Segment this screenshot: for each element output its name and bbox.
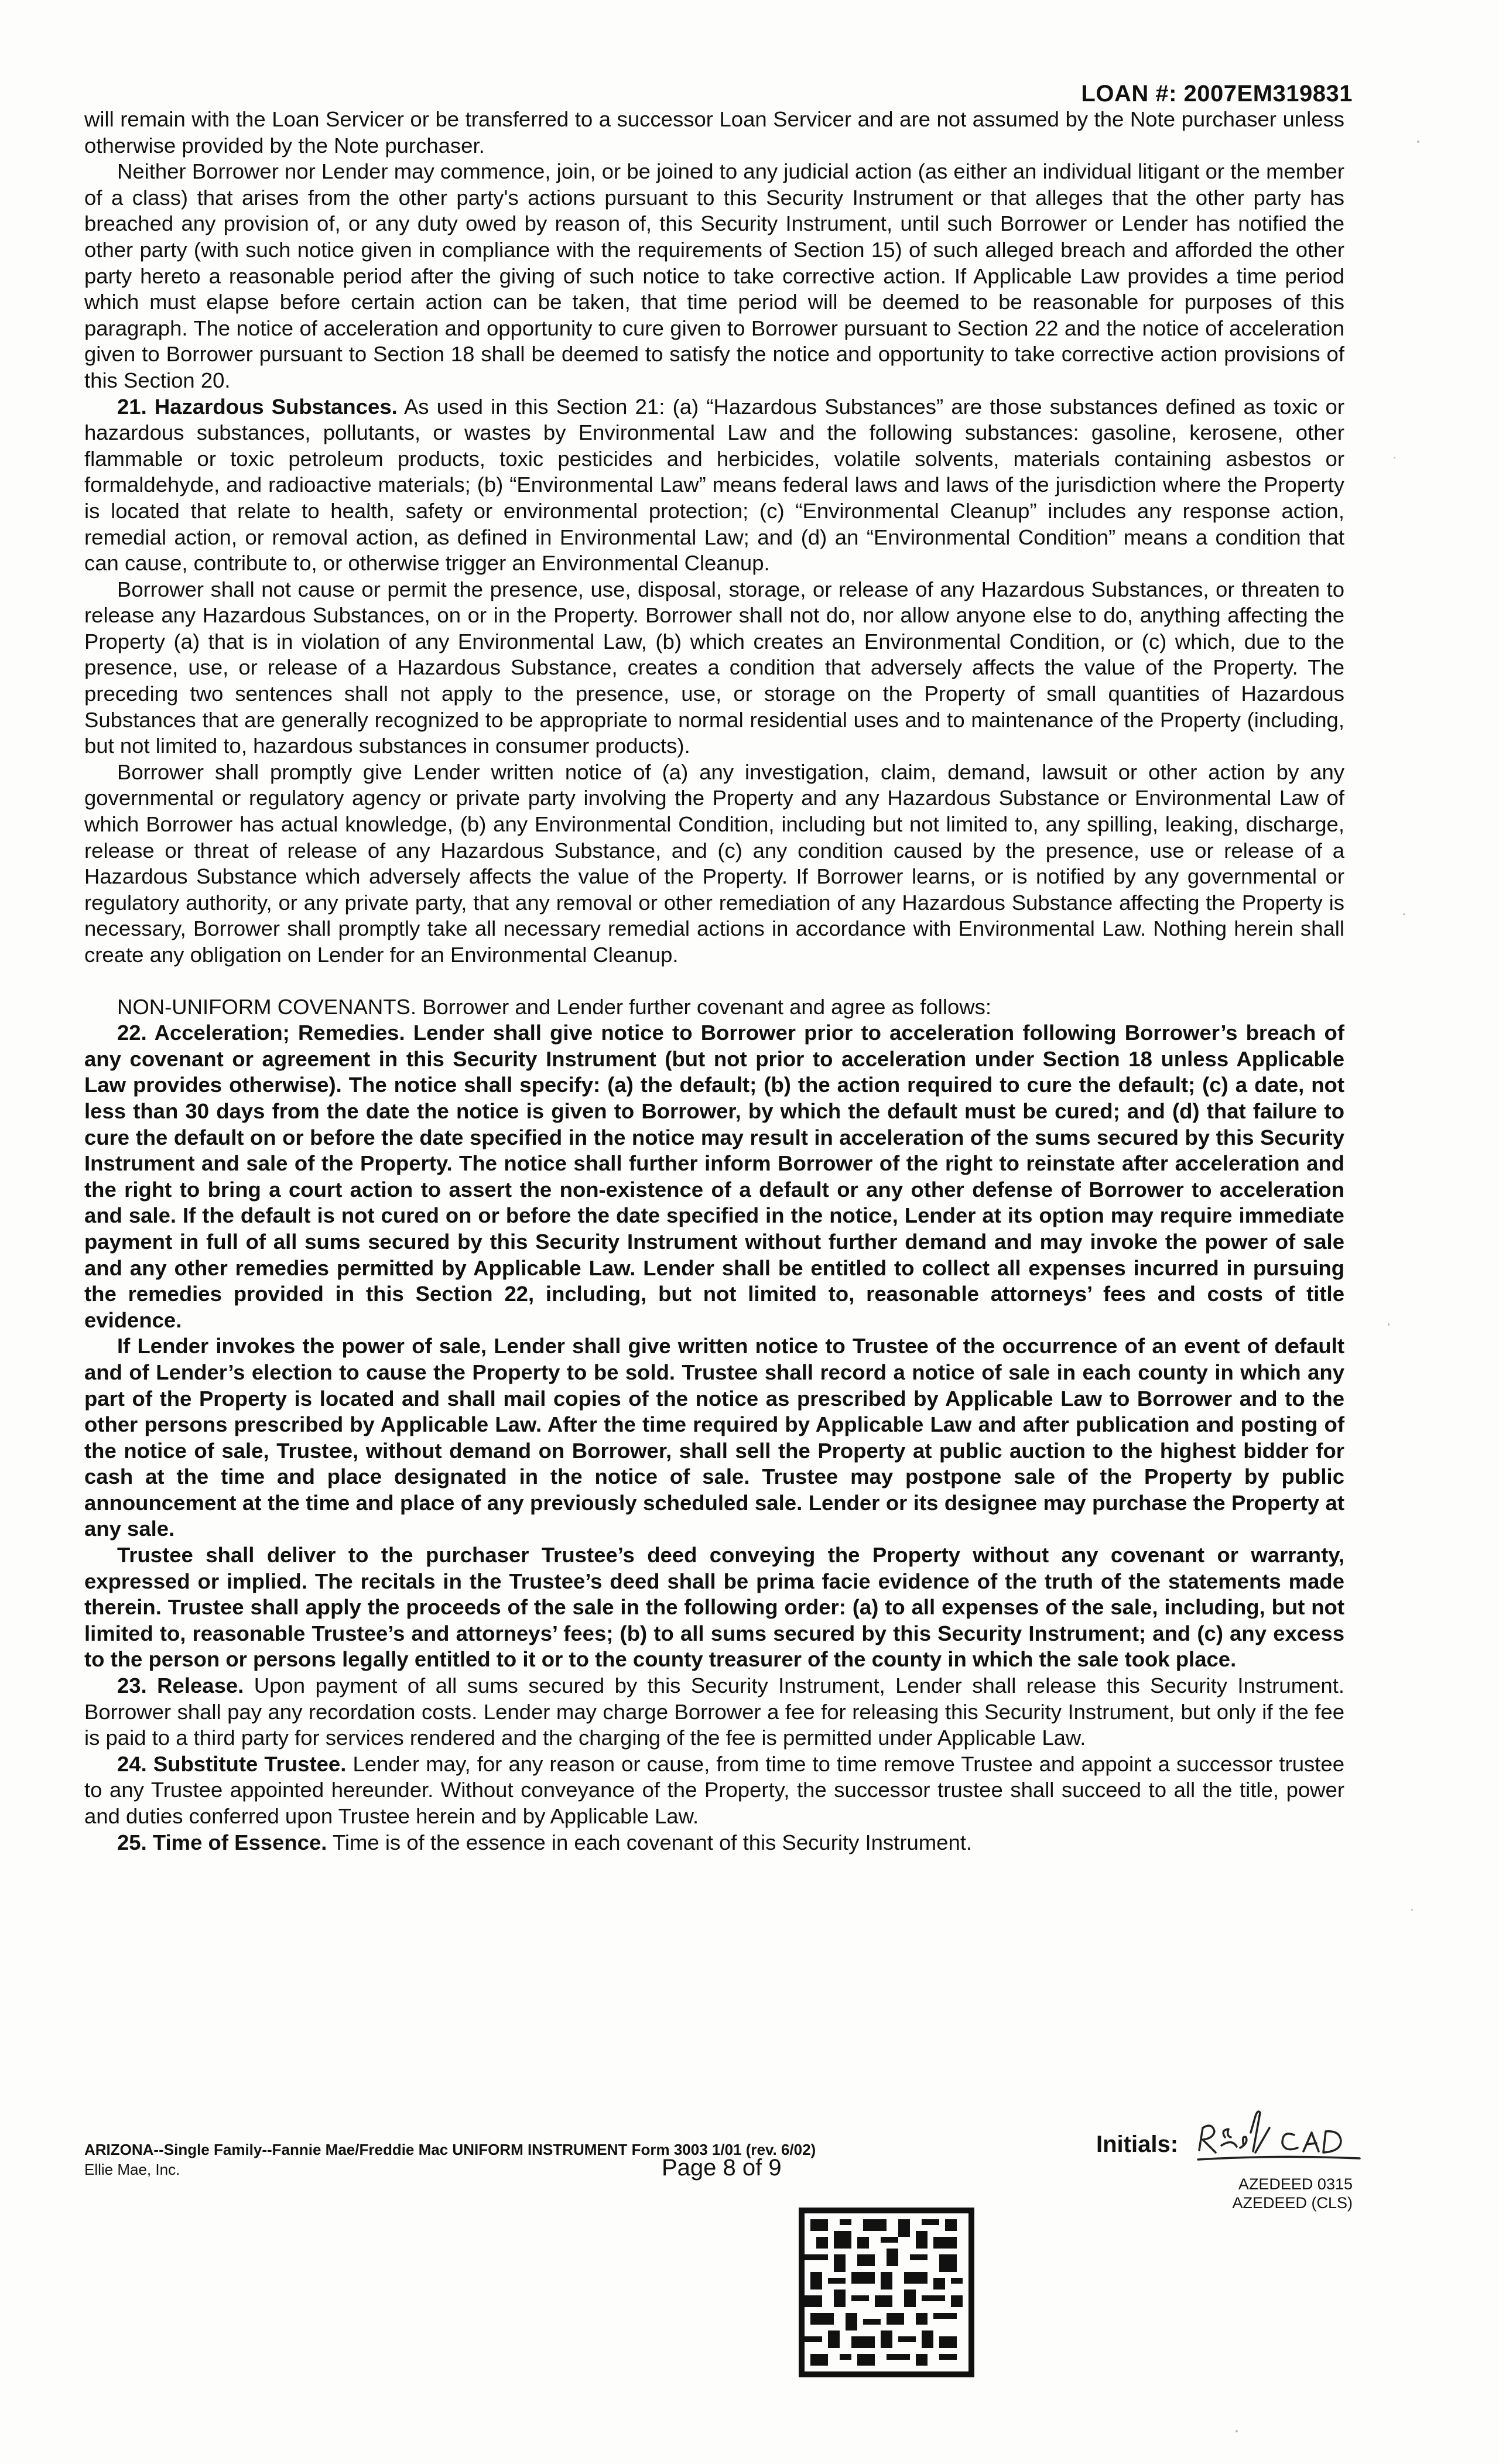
section-23-heading: 23. Release.: [117, 1674, 244, 1698]
initials-label: Initials:: [1096, 2131, 1179, 2157]
section-21-heading: 21. Hazardous Substances.: [117, 394, 398, 419]
form-code-line-1: AZEDEED 0315: [1238, 2175, 1353, 2193]
scan-speck: [1388, 1323, 1390, 1326]
loan-number: LOAN #: 2007EM319831: [1081, 81, 1353, 107]
section-23-text: Upon payment of all sums secured by this Security Instrument, Lender shall release this Security Instrument. Borrower shall pay any recordation costs. Lender may charge Borrower a fee for releasing this Security Instrument, but only if the fee is paid to a third party for services rendered and the charging of the fee is permitted under Applicable Law.: [84, 1674, 1344, 1750]
scan-speck: [1403, 913, 1405, 915]
section-24-heading: 24. Substitute Trustee.: [117, 1751, 347, 1776]
paragraph-power-of-sale: If Lender invokes the power of sale, Lender shall give written notice to Trustee of the occurrence of an event of default and of Lender’s election to cause the Property to be sold. Trustee shall record a notice of sale in each county in which any part of the Property is located and shall mail copies of the notice as prescribed by Applicable Law to Borrower and to the other persons prescribed by Applicable Law. After the time required by Applicable Law and after publication and posting of the notice of sale, Trustee, without demand on Borrower, shall sell the Property at public auction to the highest bidder for cash at the time and place designated in the notice of sale. Trustee may postpone sale of the Property by public announcement at the time and place of any previously scheduled sale. Lender or its designee may purchase the Property at any sale.: [84, 1334, 1344, 1541]
initials-signature: [1195, 2104, 1364, 2169]
scan-speck: [1236, 2430, 1238, 2432]
page-number: Page 8 of 9: [662, 2155, 782, 2181]
paragraph-borrower-notice: Borrower shall promptly give Lender written notice of (a) any investigation, claim, demand, lawsuit or other action by any governmental or regulatory agency or private party involving the Property and any Hazardous Substance or Environmental Law of which Borrower has actual knowledge, (b) any Environmental Condition, including but not limited to, any spilling, leaking, discharge, release or threat of release of any Hazardous Substance, and (c) any condition caused by the presence, use or release of a Hazardous Substance which adversely affects the value of the Property. If Borrower learns, or is notified by any governmental or regulatory authority, or any private party, that any removal or other remediation of any Hazardous Substance affecting the Property is necessary, Borrower shall promptly take all necessary remedial actions in accordance with Environmental Law. Nothing herein shall create any obligation on Lender for an Environmental Cleanup.: [84, 759, 1344, 967]
document-body: [84, 107, 1344, 1856]
form-code: [1171, 2175, 1353, 2212]
section-22-acceleration-remedies: 22. Acceleration; Remedies. Lender shall give notice to Borrower prior to acceleration following Borrower’s breach of any covenant or agreement in this Security Instrument (but not prior to acceleration under Section 18 unless Applicable Law provides otherwise). The notice shall specify: (a) the default; (b) the action required to cure the default; (c) a date, not less than 30 days from the date the notice is given to Borrower, by which the default must be cured; and (d) that failure to cure the default on or before the date specified in the notice may result in acceleration of the sums secured by this Security Instrument and sale of the Property. The notice shall further inform Borrower of the right to reinstate after acceleration and the right to bring a court action to assert the non-existence of a default or any other defense of Borrower to acceleration and sale. If the default is not cured on or before the date specified in the notice, Lender at its option may require immediate payment in full of all sums secured by this Security Instrument without further demand and may invoke the power of sale and any other remedies permitted by Applicable Law. Lender shall be entitled to collect all expenses incurred in pursuing the remedies provided in this Section 22, including, but not limited to, reasonable attorneys’ fees and costs of title evidence.: [84, 1021, 1344, 1332]
section-21-text: As used in this Section 21: (a) “Hazardous Substances” are those substances defined as toxic or hazardous substances, pollutants, or wastes by Environmental Law and the following substances: gasoline, kerosene, other flammable or toxic petroleum products, toxic pesticides and herbicides, volatile solvents, materials containing asbestos or formaldehyde, and radioactive materials; (b) “Environmental Law” means federal laws and laws of the jurisdiction where the Property is located that relate to health, safety or environmental protection; (c) “Environmental Cleanup” includes any response action, remedial action, or removal action, as defined in Environmental Law; and (d) an “Environmental Condition” means a condition that can cause, contribute to, or otherwise trigger an Environmental Cleanup.: [84, 394, 1344, 576]
non-uniform-covenants: NON-UNIFORM COVENANTS. Borrower and Lender further covenant and agree as follows:: [117, 994, 992, 1019]
section-25-text: Time is of the essence in each covenant of this Security Instrument.: [327, 1830, 973, 1854]
section-23-release: [84, 1673, 1344, 1751]
section-24-text: Lender may, for any reason or cause, from time to time remove Trustee and appoint a successor trustee to any Trustee appointed hereunder. Without conveyance of the Property, the successor trustee shall succeed to all the title, power and duties conferred upon Trustee herein and by Applicable Law.: [84, 1751, 1345, 1828]
section-21-hazardous-substances: [84, 394, 1344, 577]
paragraph-trustee-deed: Trustee shall deliver to the purchaser Trustee’s deed conveying the Property without any covenant or warranty, expressed or implied. The recitals in the Trustee’s deed shall be prima facie evidence of the truth of the statements made therein. Trustee shall apply the proceeds of the sale in the following order: (a) to all expenses of the sale, including, but not limited to, reasonable Trustee’s and attorneys’ fees; (b) to all sums secured by this Security Instrument; and (c) any excess to the person or persons legally entitled to it or to the county treasurer of the county in which the sale took place.: [84, 1543, 1344, 1672]
paragraph-judicial-action: Neither Borrower nor Lender may commence, join, or be joined to any judicial action (as either an individual litigant or the member of a class) that arises from the other party's actions pursuant to this Security Instrument or that alleges that the other party has breached any provision of, or any duty owed by reason of, this Security Instrument, until such Borrower or Lender has notified the other party (with such notice given in compliance with the requirements of Section 15) of such alleged breach and afforded the other party hereto a reasonable period after the giving of such notice to take corrective action. If Applicable Law provides a time period which must elapse before certain action can be taken, that time period will be deemed to be reasonable for purposes of this paragraph. The notice of acceleration and opportunity to cure given to Borrower pursuant to Section 22 and the notice of acceleration given to Borrower pursuant to Section 18 shall be deemed to satisfy the notice and opportunity to take corrective action provisions of this Section 20.: [84, 159, 1344, 392]
scan-speck: [1411, 1909, 1413, 1911]
section-25-heading: 25. Time of Essence.: [117, 1830, 327, 1854]
barcode-2d-icon: [799, 2208, 974, 2377]
section-24-substitute-trustee: [84, 1751, 1344, 1830]
scan-speck: [1394, 457, 1395, 458]
paragraph-servicer-continued: will remain with the Loan Servicer or be transferred to a successor Loan Servicer and are not assumed by the Note purchaser unless otherwise provided by the Note purchaser.: [84, 107, 1344, 158]
form-code-line-2: AZEDEED (CLS): [1232, 2194, 1353, 2212]
publisher: Ellie Mae, Inc.: [84, 2161, 180, 2178]
form-title: ARIZONA--Single Family--Fannie Mae/Freddie Mac UNIFORM INSTRUMENT Form 3003 1/01 (rev. 6/02): [84, 2141, 816, 2158]
paragraph-borrower-not-cause: Borrower shall not cause or permit the presence, use, disposal, storage, or release of any Hazardous Substances, or threaten to release any Hazardous Substances, on or in the Property. Borrower shall not do, nor allow anyone else to do, anything affecting the Property (a) that is in violation of any Environmental Law, (b) which creates an Environmental Condition, or (c) which, due to the presence, use, or release of a Hazardous Substance, creates a condition that adversely affects the value of the Property. The preceding two sentences shall not apply to the presence, use, or storage on the Property of small quantities of Hazardous Substances that are generally recognized to be appropriate to normal residential uses and to maintenance of the Property (including, but not limited to, hazardous substances in consumer products).: [84, 577, 1344, 758]
section-25-time-of-essence: [84, 1830, 1344, 1856]
scan-speck: [1417, 141, 1419, 143]
